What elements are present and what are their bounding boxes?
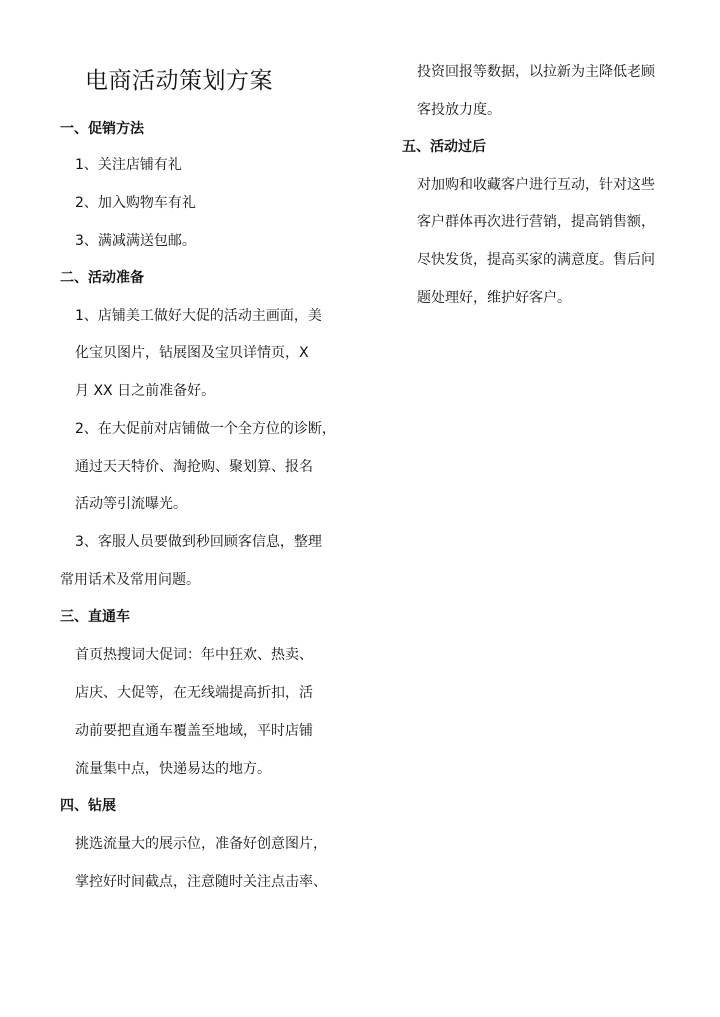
section-line: 客投放力度。 xyxy=(417,102,501,118)
section-line: 活动等引流曝光。 xyxy=(75,496,187,512)
section-line: 题处理好，维护好客户。 xyxy=(417,290,571,306)
section-heading: 四、钻展 xyxy=(60,798,116,814)
section-line: 店庆、大促等，在无线端提高折扣，活 xyxy=(75,685,313,701)
section-line: 首页热搜词大促词：年中狂欢、热卖、 xyxy=(75,647,313,663)
section-line: 月 XX 日之前准备好。 xyxy=(75,383,216,399)
section-line: 掌控好时间截点，注意随时关注点击率、 xyxy=(75,874,327,890)
section-line: 尽快发货，提高买家的满意度。售后问 xyxy=(417,252,655,268)
section-line: 投资回报等数据，以拉新为主降低老顾 xyxy=(417,64,655,80)
section-heading: 三、直通车 xyxy=(60,609,130,625)
section-line: 常用话术及常用问题。 xyxy=(60,572,200,588)
section-heading: 一、促销方法 xyxy=(60,121,144,137)
section-line: 2、在大促前对店铺做一个全方位的诊断， xyxy=(75,421,336,437)
section-line: 动前要把直通车覆盖至地域，平时店铺 xyxy=(75,723,313,739)
section-heading: 五、活动过后 xyxy=(402,139,486,155)
section-line: 流量集中点，快递易达的地方。 xyxy=(75,761,271,777)
section-line: 化宝贝图片，钻展图及宝贝详情页，X xyxy=(75,345,309,361)
section-line: 3、满减满送包邮。 xyxy=(75,233,196,249)
section-line: 对加购和收藏客户进行互动，针对这些 xyxy=(417,177,655,193)
document-title: 电商活动策划方案 xyxy=(85,68,273,94)
section-line: 挑选流量大的展示位，准备好创意图片， xyxy=(75,836,327,852)
section-line: 客户群体再次进行营销，提高销售额， xyxy=(417,214,655,230)
section-heading: 二、活动准备 xyxy=(60,270,144,286)
section-line: 通过天天特价、淘抢购、聚划算、报名 xyxy=(75,459,313,475)
section-line: 1、关注店铺有礼 xyxy=(75,157,182,173)
section-line: 1、店铺美工做好大促的活动主画面，美 xyxy=(75,308,322,324)
section-line: 2、加入购物车有礼 xyxy=(75,195,196,211)
section-line: 3、客服人员要做到秒回顾客信息，整理 xyxy=(75,534,322,550)
